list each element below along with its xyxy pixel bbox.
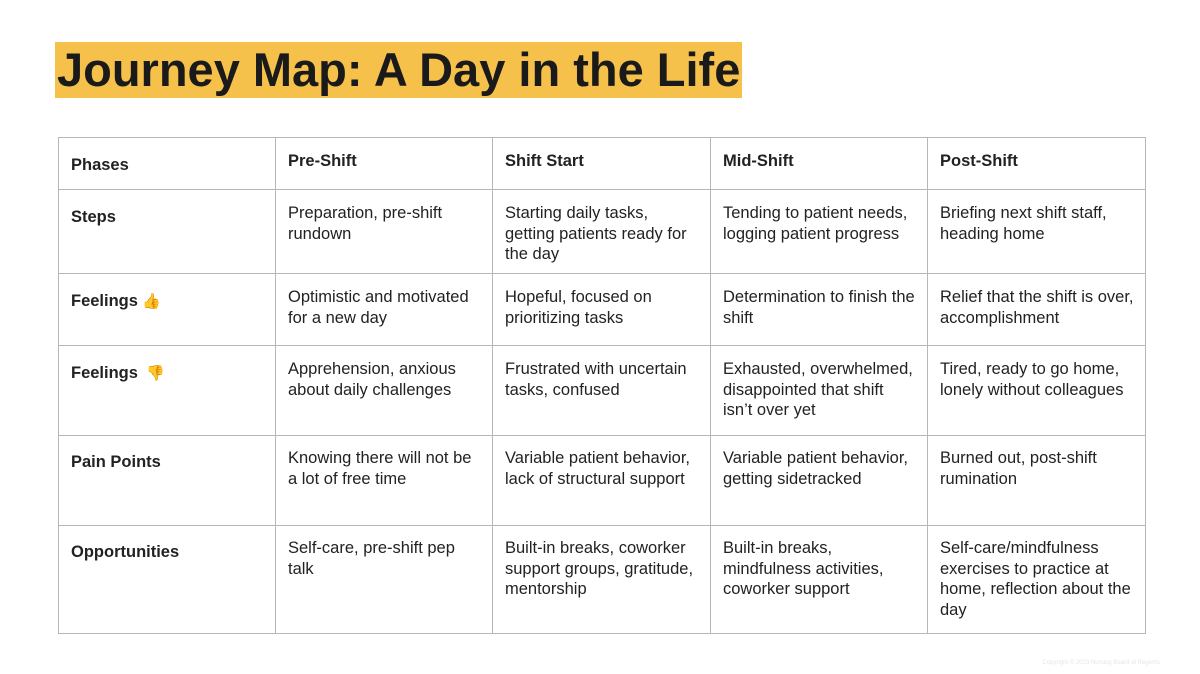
phase-header-shift-start: Shift Start: [493, 138, 711, 190]
table-cell: Determination to finish the shift: [711, 274, 928, 346]
thumbs-down-icon: 👎: [145, 364, 165, 382]
thumbs-up-icon: 👍: [141, 292, 161, 310]
row-label-opportunities: Opportunities: [59, 526, 276, 634]
table-cell: Self-care, pre-shift pep talk: [276, 526, 493, 634]
table-cell: Apprehension, anxious about daily challenges: [276, 346, 493, 436]
table-cell: Built-in breaks, coworker support groups, gratitude, mentorship: [493, 526, 711, 634]
table-header-row: [59, 138, 1146, 190]
table-cell: Variable patient behavior, lack of structural support: [493, 436, 711, 526]
table-cell: Tired, ready to go home, lonely without colleagues: [928, 346, 1146, 436]
row-label-phases: Phases: [59, 138, 276, 190]
table-cell: Exhausted, overwhelmed, disappointed that shift isn’t over yet: [711, 346, 928, 436]
table-cell: Frustrated with uncertain tasks, confused: [493, 346, 711, 436]
row-label-text: Feelings: [71, 364, 138, 382]
phase-header-pre-shift: Pre-Shift: [276, 138, 493, 190]
table-cell: Hopeful, focused on prioritizing tasks: [493, 274, 711, 346]
table-cell: Variable patient behavior, getting sidetracked: [711, 436, 928, 526]
table-cell: Tending to patient needs, logging patient progress: [711, 190, 928, 274]
copyright-footer: Copyright © 2023 Nursing Board of Regents: [1042, 660, 1160, 666]
table-row-pain-points: [59, 436, 1146, 526]
row-label-pain-points: Pain Points: [59, 436, 276, 526]
row-label-feelings-negative: [59, 346, 276, 436]
phase-header-mid-shift: Mid-Shift: [711, 138, 928, 190]
table-row-feelings-positive: [59, 274, 1146, 346]
row-label-feelings-positive: [59, 274, 276, 346]
journey-map-table: [58, 137, 1146, 634]
table-cell: Starting daily tasks, getting patients ready for the day: [493, 190, 711, 274]
row-label-text: Feelings: [71, 292, 138, 310]
table-row-steps: [59, 190, 1146, 274]
table-row-feelings-negative: [59, 346, 1146, 436]
table-cell: Built-in breaks, mindfulness activities, coworker support: [711, 526, 928, 634]
table-cell: Self-care/mindfulness exercises to practice at home, reflection about the day: [928, 526, 1146, 634]
table-cell: Burned out, post-shift rumination: [928, 436, 1146, 526]
title-highlight: [55, 42, 742, 98]
table-cell: Preparation, pre-shift rundown: [276, 190, 493, 274]
table-cell: Relief that the shift is over, accomplishment: [928, 274, 1146, 346]
page-title: Journey Map: A Day in the Life: [57, 43, 741, 96]
table-cell: Optimistic and motivated for a new day: [276, 274, 493, 346]
phase-header-post-shift: Post-Shift: [928, 138, 1146, 190]
row-label-steps: Steps: [59, 190, 276, 274]
table-cell: Knowing there will not be a lot of free time: [276, 436, 493, 526]
table-row-opportunities: [59, 526, 1146, 634]
table-cell: Briefing next shift staff, heading home: [928, 190, 1146, 274]
